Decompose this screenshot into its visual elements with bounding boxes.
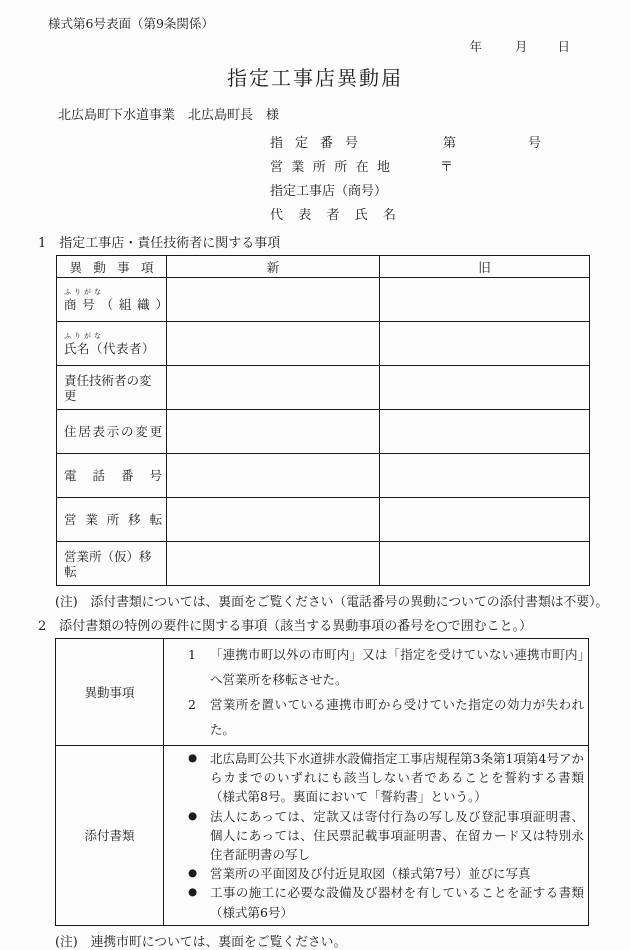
old-value-cell [380,410,590,454]
furigana-label: ふりがな [64,331,104,340]
change-items-row [56,639,589,746]
date-line [0,37,630,55]
row-label: 氏名（代表者） [64,340,156,356]
designation-number-label: 指定番号 [270,136,358,151]
special-requirements-table [55,638,589,926]
item-text: 「連携市町以外の市町内」又は「指定を受けていない連携市町内」へ営業所を移転させた。 [210,647,584,687]
list-item [188,807,584,865]
addressee: 北広島町下水道事業 北広島町長 様 [58,108,280,123]
date-month-label: 月 [514,39,528,54]
item-text: 営業所を置いている連携市町から受けていた指定の効力が失われた。 [210,697,584,737]
table-row-representative-name [57,322,590,366]
old-value-cell [380,454,590,498]
form-title: 指定工事店異動届 [227,66,403,90]
new-value-cell [167,278,380,322]
row-label: 営業所（仮）移転 [64,548,152,579]
section2-number: 2 [38,619,47,634]
bullet-icon: ● [188,752,198,764]
new-value-cell [167,366,380,410]
row-label: 商号（組織） [64,296,168,312]
list-item [188,864,584,883]
column-header-new: 新 [167,256,380,278]
representative-row [270,204,630,228]
old-value-cell [380,498,590,542]
date-year-label: 年 [469,39,482,54]
furigana-label: ふりがな [64,287,104,296]
designation-number-prefix: 第 [443,136,457,151]
table-row-office-relocation [57,498,590,542]
section1-heading [38,232,630,251]
item-number: 1 [188,647,196,662]
postal-mark: 〒 [440,160,454,175]
table-row-address-display-change [57,410,590,454]
change-items-table [56,255,590,586]
office-address-row [270,156,630,180]
change-items-label: 異動事項 [56,639,164,746]
list-item [188,749,584,807]
attached-documents-content [164,746,589,926]
old-value-cell [380,278,590,322]
table-row-phone-number [57,454,590,498]
section2-heading-text: 添付書類の特例の要件に関する事項（該当する異動事項の番号を○で囲むこと。） [59,619,533,634]
bullet-icon: ● [188,809,198,822]
attached-documents-row [56,746,589,926]
table-row-technician-change [57,366,590,410]
header-fields [270,132,630,228]
bullet-icon: ● [188,867,198,880]
old-value-cell [380,322,590,366]
row-label: 電話番号 [64,468,162,483]
new-value-cell [167,322,380,366]
old-value-cell [380,366,590,410]
shop-name-label: 指定工事店（商号） [270,184,388,199]
section2-note: (注) 連携市町については、裏面をご覧ください。 [55,934,347,950]
list-item [188,692,584,742]
new-value-cell [167,498,380,542]
designation-number-suffix: 号 [528,136,542,151]
item-text: 北広島町公共下水道排水設備指定工事店規程第3条第1項第4号アからカまでのいずれにも該当しない者であることを誓約する書類（様式第8号。裏面において「誓約書」という。） [210,751,584,805]
column-header-item: 異動事項 [57,256,167,278]
new-value-cell [167,454,380,498]
date-day-label: 日 [557,39,570,54]
change-items-content [164,639,589,746]
shop-name-row [270,180,630,204]
row-label: 責任技術者の変更 [64,372,152,403]
row-label: 住居表示の変更 [64,424,162,439]
column-header-old: 旧 [380,256,590,278]
row-label: 営業所移転 [64,512,162,527]
old-value-cell [380,542,590,586]
item-text: 法人にあっては、定款又は寄付行為の写し及び登記事項証明書、個人にあっては、住民票記載事項証明書、在留カード又は特別永住者証明書の写し [210,808,584,863]
table-header-row [57,256,590,278]
office-address-label: 営業所所在地 [270,160,390,175]
table-row-trade-name [57,278,590,322]
attached-documents-label: 添付書類 [56,746,164,926]
new-value-cell [167,542,380,586]
item-text: 工事の施工に必要な設備及び器材を有していることを証する書類（様式第6号） [210,885,584,920]
designation-number-row [270,132,630,156]
table-row-office-temporary-relocation [57,542,590,586]
form-code: 様式第6号表面（第9条関係） [48,16,214,31]
representative-label: 代表者氏名 [270,208,396,223]
list-item [188,642,584,692]
bullet-icon: ● [188,886,198,899]
section1-number: 1 [38,236,47,251]
item-text: 営業所の平面図及び付近見取図（様式第7号）並びに写真 [210,866,531,882]
section1-note: (注) 添付書類については、裏面をご覧ください（電話番号の異動についての添付書類は不要）。 [55,595,609,610]
item-number: 2 [188,697,196,712]
section2-heading [38,615,630,634]
section1-heading-text: 指定工事店・責任技術者に関する事項 [59,236,281,251]
new-value-cell [167,410,380,454]
